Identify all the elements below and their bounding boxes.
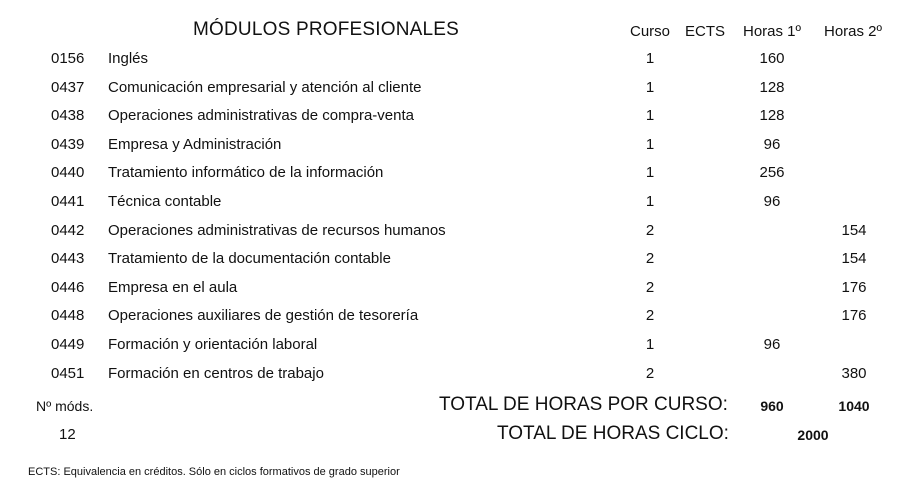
module-curso: 2 <box>645 250 655 267</box>
column-header-ects: ECTS <box>685 23 726 40</box>
module-code: 0440 <box>51 164 85 181</box>
module-curso: 2 <box>645 279 655 296</box>
module-code: 0441 <box>51 193 85 210</box>
total-hours-cycle-label: TOTAL DE HORAS CICLO: <box>497 423 729 444</box>
module-code: 0443 <box>51 250 85 267</box>
module-name: Operaciones administrativas de compra-venta <box>108 107 414 124</box>
modules-count-value: 12 <box>59 426 76 443</box>
ects-footnote: ECTS: Equivalencia en créditos. Sólo en ciclos formativos de grado superior <box>28 466 400 478</box>
module-horas-1: 256 <box>759 164 785 181</box>
module-curso: 2 <box>645 365 655 382</box>
module-horas-2: 176 <box>841 307 867 324</box>
module-name: Empresa y Administración <box>108 136 282 153</box>
module-code: 0442 <box>51 222 85 239</box>
module-name: Empresa en el aula <box>108 279 238 296</box>
module-name: Inglés <box>108 50 149 67</box>
module-name: Operaciones administrativas de recursos humanos <box>108 222 446 239</box>
module-name: Formación y orientación laboral <box>108 336 318 353</box>
module-name: Técnica contable <box>108 193 222 210</box>
module-horas-1: 128 <box>759 107 785 124</box>
module-horas-2: 154 <box>841 250 867 267</box>
module-curso: 2 <box>645 222 655 239</box>
total-hours-second-year: 1040 <box>838 398 870 414</box>
table-row <box>0 222 900 250</box>
module-code: 0448 <box>51 307 85 324</box>
module-curso: 2 <box>645 307 655 324</box>
modules-count-label: Nº móds. <box>36 398 94 414</box>
module-curso: 1 <box>645 193 655 210</box>
table-row <box>0 336 900 364</box>
module-curso: 1 <box>645 136 655 153</box>
module-horas-2: 154 <box>841 222 867 239</box>
total-hours-first-year: 960 <box>760 398 784 414</box>
module-horas-1: 96 <box>763 193 781 210</box>
table-row <box>0 365 900 393</box>
module-code: 0451 <box>51 365 85 382</box>
table-row <box>0 307 900 335</box>
module-horas-2: 380 <box>841 365 867 382</box>
module-name: Tratamiento informático de la información <box>108 164 384 181</box>
table-row <box>0 279 900 307</box>
module-curso: 1 <box>645 164 655 181</box>
module-code: 0438 <box>51 107 85 124</box>
module-name: Comunicación empresarial y atención al cliente <box>108 79 422 96</box>
page-title: MÓDULOS PROFESIONALES <box>193 19 460 40</box>
table-row <box>0 164 900 192</box>
total-hours-per-course-label: TOTAL DE HORAS POR CURSO: <box>439 394 728 415</box>
module-horas-1: 160 <box>759 50 785 67</box>
module-code: 0446 <box>51 279 85 296</box>
total-hours-cycle-value: 2000 <box>797 427 829 443</box>
table-row <box>0 50 900 78</box>
module-curso: 1 <box>645 79 655 96</box>
module-horas-2: 176 <box>841 279 867 296</box>
table-row <box>0 107 900 135</box>
column-header-curso: Curso <box>630 23 671 40</box>
table-row <box>0 79 900 107</box>
module-curso: 1 <box>645 107 655 124</box>
module-code: 0156 <box>51 50 85 67</box>
table-row <box>0 193 900 221</box>
module-name: Tratamiento de la documentación contable <box>108 250 391 267</box>
column-header-horas-2: Horas 2º <box>824 23 883 40</box>
module-horas-1: 96 <box>763 136 781 153</box>
module-horas-1: 128 <box>759 79 785 96</box>
table-row <box>0 250 900 278</box>
module-horas-1: 96 <box>763 336 781 353</box>
module-name: Formación en centros de trabajo <box>108 365 324 382</box>
column-header-horas-1: Horas 1º <box>743 23 802 40</box>
table-row <box>0 136 900 164</box>
module-curso: 1 <box>645 336 655 353</box>
module-name: Operaciones auxiliares de gestión de tesorería <box>108 307 419 324</box>
module-code: 0437 <box>51 79 85 96</box>
module-code: 0449 <box>51 336 85 353</box>
module-curso: 1 <box>645 50 655 67</box>
module-code: 0439 <box>51 136 85 153</box>
